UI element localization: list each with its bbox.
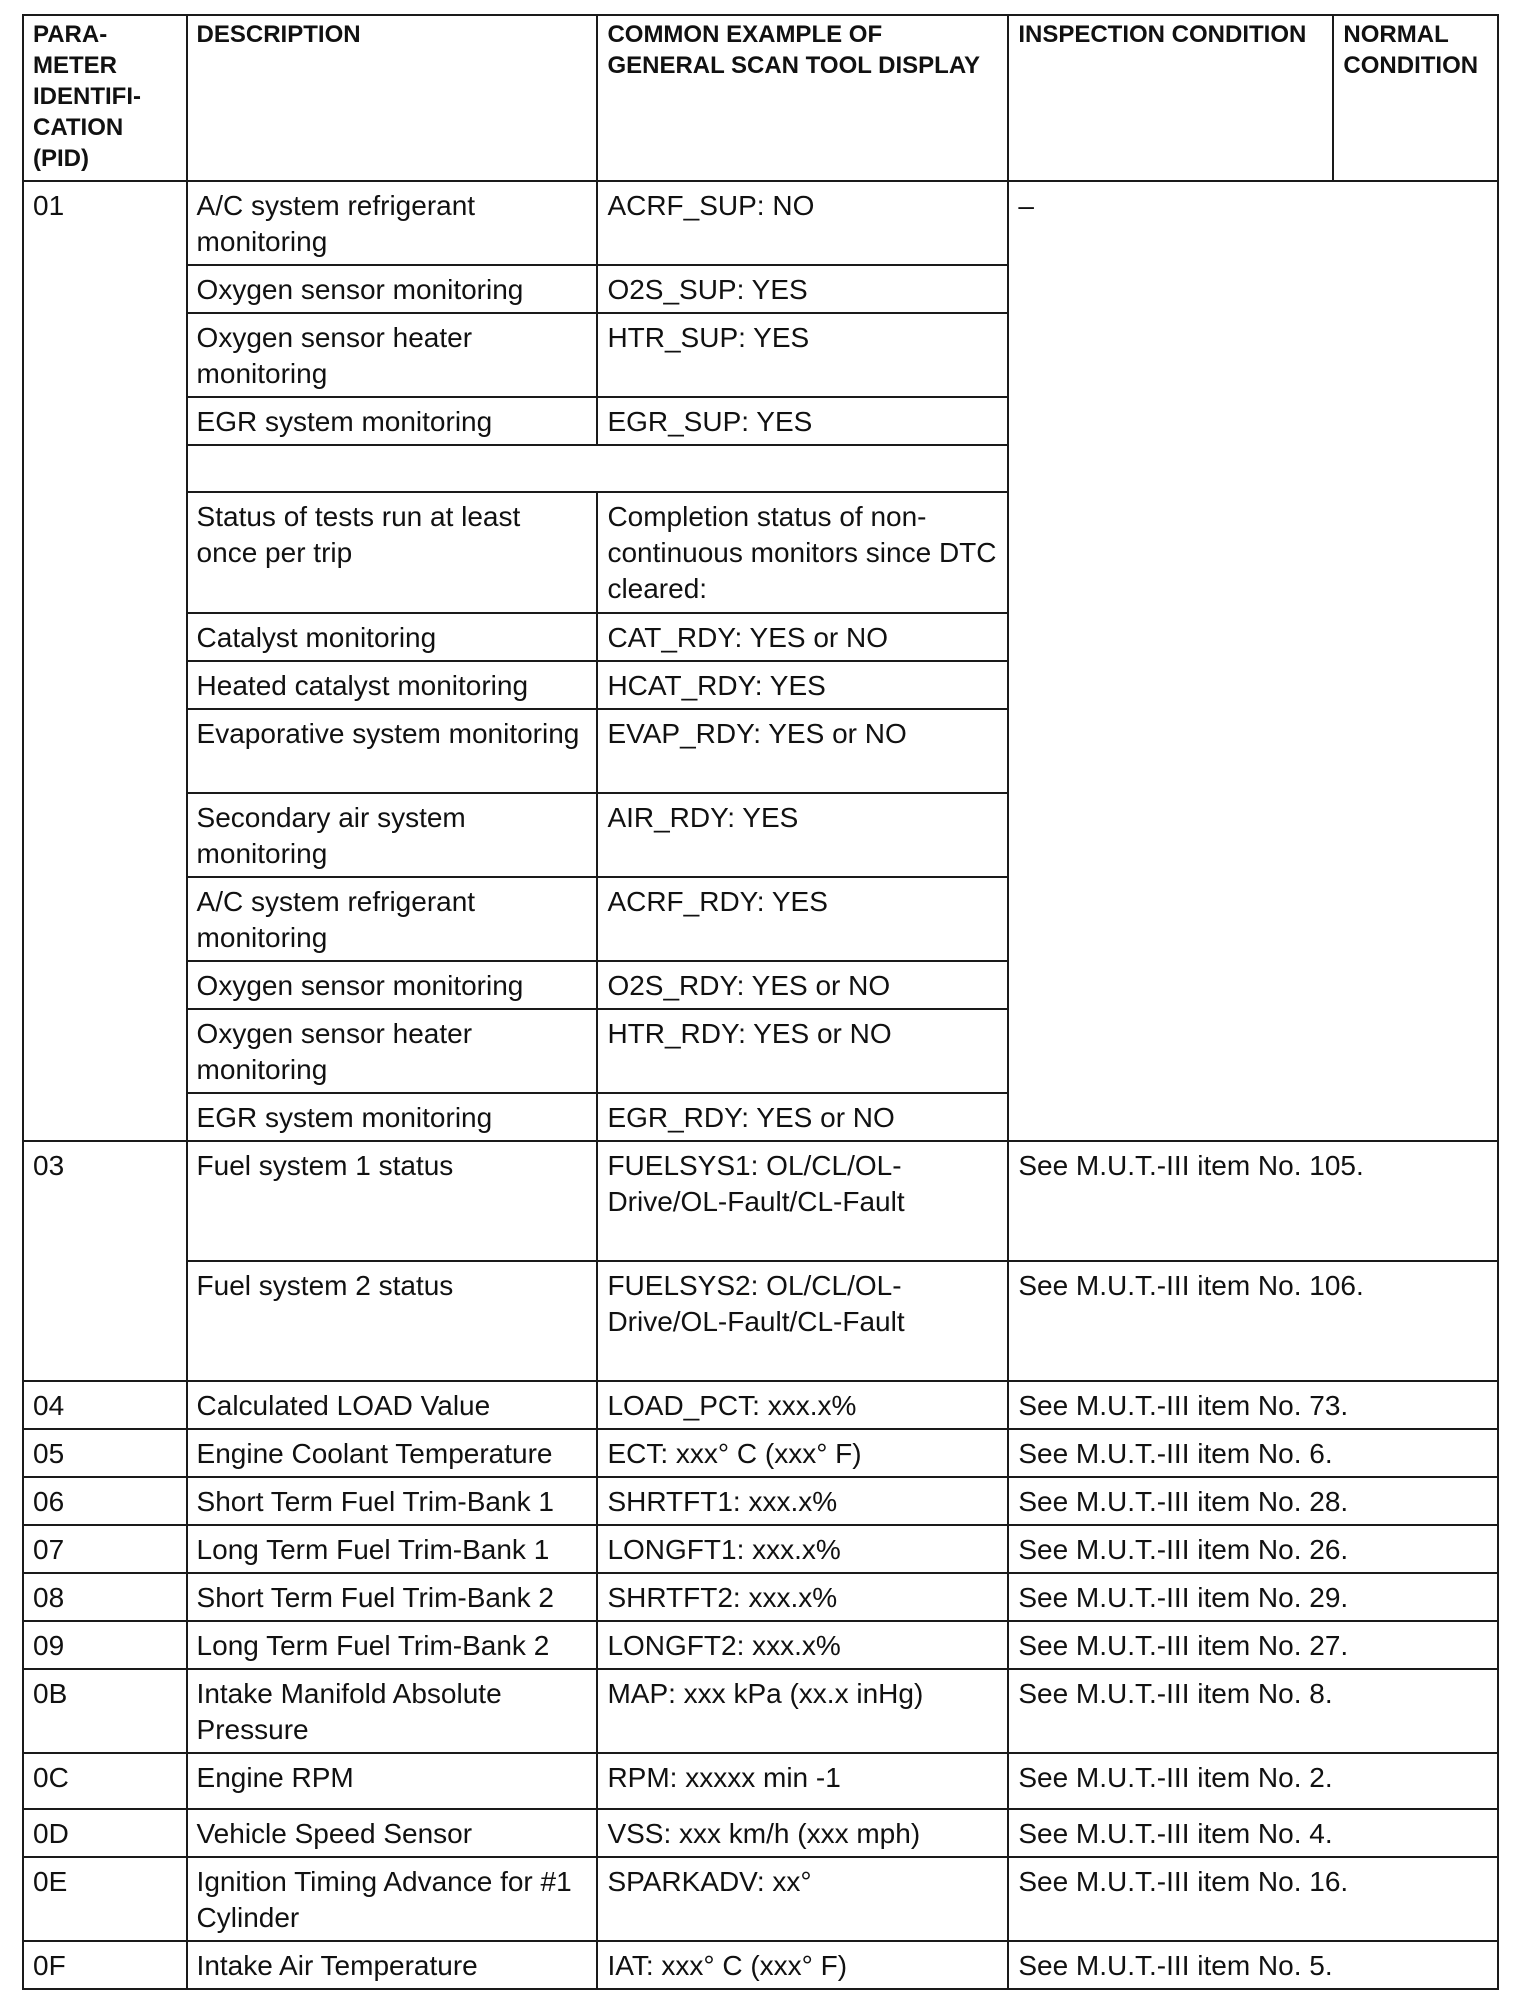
header-row: [23, 15, 1498, 181]
display-cell: ECT: xxx° C (xxx° F): [597, 1429, 1008, 1477]
pid-cell: 0E: [23, 1857, 187, 1941]
display-cell: FUELSYS2: OL/CL/OL-Drive/OL-Fault/CL-Fault: [597, 1261, 1008, 1381]
description-cell: A/C system refrigerant monitoring: [187, 181, 598, 265]
header-inspection: INSPECTION CONDITION: [1008, 15, 1333, 181]
inspection-cell: See M.U.T.-III item No. 16.: [1008, 1857, 1498, 1941]
table-row: [23, 1573, 1498, 1621]
table-row: [23, 1809, 1498, 1857]
inspection-cell: See M.U.T.-III item No. 5.: [1008, 1941, 1498, 1989]
header-normal: NORMAL CONDITION: [1333, 15, 1498, 181]
table-row: [23, 1941, 1498, 1989]
display-cell: RPM: xxxxx min -1: [597, 1753, 1008, 1809]
display-cell: EGR_SUP: YES: [597, 397, 1008, 445]
description-cell: Oxygen sensor heater monitoring: [187, 313, 598, 397]
table-row: [23, 1261, 1498, 1381]
description-cell: Oxygen sensor heater monitoring: [187, 1009, 598, 1093]
table-row: [23, 1753, 1498, 1809]
display-cell: SHRTFT2: xxx.x%: [597, 1573, 1008, 1621]
table-row: [23, 1141, 1498, 1261]
table-row: [23, 1857, 1498, 1941]
description-cell: Intake Manifold Absolute Pressure: [187, 1669, 598, 1753]
empty-cell: [187, 445, 1009, 492]
pid-cell: 08: [23, 1573, 187, 1621]
inspection-cell: See M.U.T.-III item No. 106.: [1008, 1261, 1498, 1381]
pid-cell: 05: [23, 1429, 187, 1477]
display-cell: HTR_RDY: YES or NO: [597, 1009, 1008, 1093]
description-cell: Engine Coolant Temperature: [187, 1429, 598, 1477]
description-cell: Catalyst monitoring: [187, 613, 598, 661]
display-cell: SHRTFT1: xxx.x%: [597, 1477, 1008, 1525]
description-cell: Oxygen sensor monitoring: [187, 265, 598, 313]
inspection-cell: See M.U.T.-III item No. 6.: [1008, 1429, 1498, 1477]
display-cell: SPARKADV: xx°: [597, 1857, 1008, 1941]
header-description: DESCRIPTION: [187, 15, 598, 181]
pid-cell: 01: [23, 181, 187, 1141]
table-row: [23, 1621, 1498, 1669]
display-cell: EVAP_RDY: YES or NO: [597, 709, 1008, 793]
inspection-cell: –: [1008, 181, 1498, 1141]
display-cell: LONGFT1: xxx.x%: [597, 1525, 1008, 1573]
pid-cell: 07: [23, 1525, 187, 1573]
display-cell: LOAD_PCT: xxx.x%: [597, 1381, 1008, 1429]
description-cell: Calculated LOAD Value: [187, 1381, 598, 1429]
table-row: [23, 1669, 1498, 1753]
display-cell: IAT: xxx° C (xxx° F): [597, 1941, 1008, 1989]
display-cell: Completion status of non-continuous monitors since DTC cleared:: [597, 492, 1008, 613]
pid-cell: 04: [23, 1381, 187, 1429]
inspection-cell: See M.U.T.-III item No. 4.: [1008, 1809, 1498, 1857]
description-cell: Status of tests run at least once per trip: [187, 492, 598, 613]
inspection-cell: See M.U.T.-III item No. 73.: [1008, 1381, 1498, 1429]
display-cell: ACRF_RDY: YES: [597, 877, 1008, 961]
display-cell: LONGFT2: xxx.x%: [597, 1621, 1008, 1669]
inspection-cell: See M.U.T.-III item No. 29.: [1008, 1573, 1498, 1621]
description-cell: Evaporative system monitoring: [187, 709, 598, 793]
pid-cell: 0F: [23, 1941, 187, 1989]
pid-cell: 06: [23, 1477, 187, 1525]
pid-cell: 0C: [23, 1753, 187, 1809]
pid-cell: 03: [23, 1141, 187, 1381]
description-cell: Fuel system 2 status: [187, 1261, 598, 1381]
inspection-cell: See M.U.T.-III item No. 8.: [1008, 1669, 1498, 1753]
display-cell: O2S_RDY: YES or NO: [597, 961, 1008, 1009]
description-cell: Long Term Fuel Trim-Bank 2: [187, 1621, 598, 1669]
display-cell: CAT_RDY: YES or NO: [597, 613, 1008, 661]
table-row: [23, 1381, 1498, 1429]
description-cell: Oxygen sensor monitoring: [187, 961, 598, 1009]
header-pid: PARA-METER IDENTIFI-CATION (PID): [23, 15, 187, 181]
pid-cell: 0B: [23, 1669, 187, 1753]
display-cell: EGR_RDY: YES or NO: [597, 1093, 1008, 1141]
display-cell: MAP: xxx kPa (xx.x inHg): [597, 1669, 1008, 1753]
pid-cell: 0D: [23, 1809, 187, 1857]
description-cell: Intake Air Temperature: [187, 1941, 598, 1989]
inspection-cell: See M.U.T.-III item No. 105.: [1008, 1141, 1498, 1261]
display-cell: HTR_SUP: YES: [597, 313, 1008, 397]
description-cell: Engine RPM: [187, 1753, 598, 1809]
display-cell: AIR_RDY: YES: [597, 793, 1008, 877]
pid-cell: 09: [23, 1621, 187, 1669]
table-row: [23, 181, 1498, 265]
inspection-cell: See M.U.T.-III item No. 28.: [1008, 1477, 1498, 1525]
description-cell: Fuel system 1 status: [187, 1141, 598, 1261]
inspection-cell: See M.U.T.-III item No. 2.: [1008, 1753, 1498, 1809]
pid-table: [22, 14, 1499, 1990]
inspection-cell: See M.U.T.-III item No. 27.: [1008, 1621, 1498, 1669]
description-cell: Long Term Fuel Trim-Bank 1: [187, 1525, 598, 1573]
description-cell: EGR system monitoring: [187, 397, 598, 445]
description-cell: Ignition Timing Advance for #1 Cylinder: [187, 1857, 598, 1941]
inspection-cell: See M.U.T.-III item No. 26.: [1008, 1525, 1498, 1573]
description-cell: Vehicle Speed Sensor: [187, 1809, 598, 1857]
display-cell: VSS: xxx km/h (xxx mph): [597, 1809, 1008, 1857]
display-cell: HCAT_RDY: YES: [597, 661, 1008, 709]
description-cell: Short Term Fuel Trim-Bank 1: [187, 1477, 598, 1525]
description-cell: Secondary air system monitoring: [187, 793, 598, 877]
description-cell: Heated catalyst monitoring: [187, 661, 598, 709]
description-cell: A/C system refrigerant monitoring: [187, 877, 598, 961]
description-cell: Short Term Fuel Trim-Bank 2: [187, 1573, 598, 1621]
display-cell: O2S_SUP: YES: [597, 265, 1008, 313]
table-row: [23, 1429, 1498, 1477]
description-cell: EGR system monitoring: [187, 1093, 598, 1141]
table-row: [23, 1477, 1498, 1525]
display-cell: ACRF_SUP: NO: [597, 181, 1008, 265]
table-row: [23, 1525, 1498, 1573]
display-cell: FUELSYS1: OL/CL/OL-Drive/OL-Fault/CL-Fault: [597, 1141, 1008, 1261]
header-display: COMMON EXAMPLE OF GENERAL SCAN TOOL DISPLAY: [597, 15, 1008, 181]
